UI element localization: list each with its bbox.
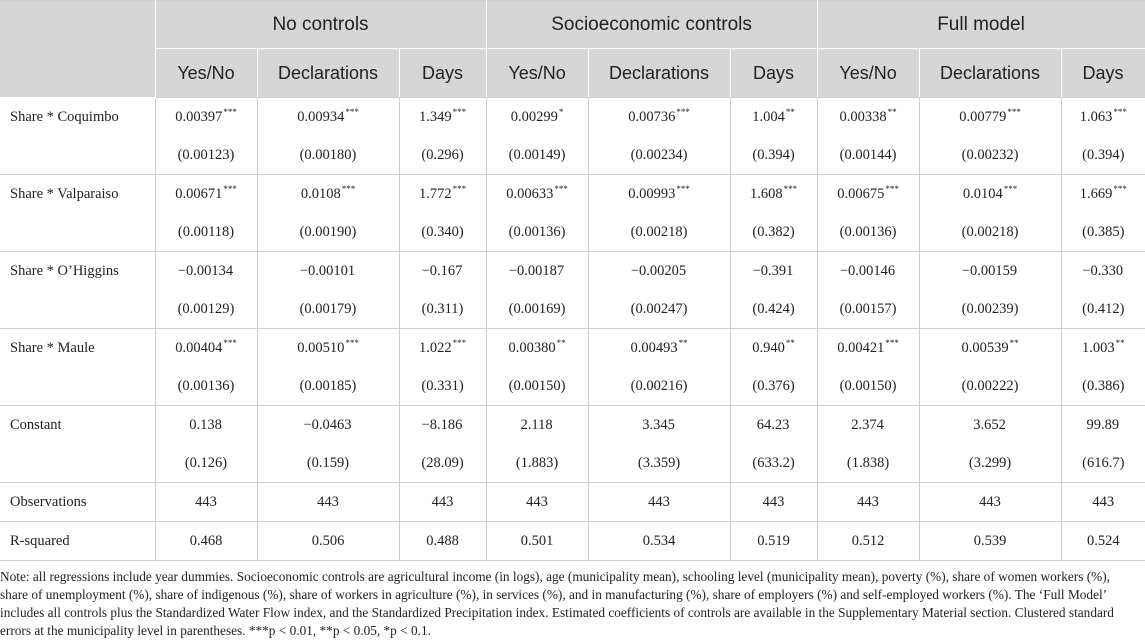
significance-stars: *** — [223, 337, 237, 348]
coefficient-cell — [257, 406, 399, 445]
standard-error-cell: (0.159) — [257, 444, 399, 483]
coefficient-value: −0.00146 — [839, 262, 896, 279]
stat-cell: 443 — [257, 483, 399, 522]
table-row — [0, 329, 1145, 368]
table-row — [0, 252, 1145, 291]
stat-cell: 0.468 — [155, 522, 257, 561]
significance-stars: * — [558, 106, 564, 117]
stat-cell: 443 — [730, 483, 817, 522]
standard-error-cell: (0.00169) — [486, 290, 588, 329]
significance-stars: *** — [676, 183, 690, 194]
stat-cell: 443 — [486, 483, 588, 522]
coefficient-value: 0.00736 — [628, 108, 676, 125]
header-corner — [0, 1, 155, 98]
stat-cell: 443 — [588, 483, 730, 522]
stat-cell: 0.524 — [1061, 522, 1145, 561]
coefficient-cell — [730, 252, 817, 291]
coefficient-cell — [155, 175, 257, 214]
coefficient-cell — [817, 252, 919, 291]
standard-error-cell: (0.00216) — [588, 367, 730, 406]
group-header-full-model: Full model — [817, 1, 1145, 49]
standard-error-cell: (0.00157) — [817, 290, 919, 329]
significance-stars: *** — [223, 106, 237, 117]
column-header: Days — [1061, 49, 1145, 98]
significance-stars: *** — [1113, 183, 1127, 194]
standard-error-cell: (0.296) — [399, 136, 486, 175]
row-label: Constant — [0, 406, 155, 483]
stat-cell: 443 — [399, 483, 486, 522]
coefficient-cell — [730, 329, 817, 368]
significance-stars: *** — [452, 183, 467, 194]
coefficient-cell — [155, 98, 257, 137]
standard-error-cell: (0.126) — [155, 444, 257, 483]
column-header: Declarations — [588, 49, 730, 98]
coefficient-cell — [155, 252, 257, 291]
coefficient-value: 2.118 — [520, 416, 553, 433]
stat-cell: 443 — [919, 483, 1061, 522]
coefficient-value: 0.00779 — [959, 108, 1007, 125]
coefficient-value: 0.00421 — [837, 339, 885, 356]
row-label: Share * Maule — [0, 329, 155, 406]
significance-stars: ** — [785, 337, 795, 348]
standard-error-cell: (28.09) — [399, 444, 486, 483]
standard-error-cell: (0.00239) — [919, 290, 1061, 329]
significance-stars: *** — [1007, 106, 1021, 117]
standard-error-cell: (3.299) — [919, 444, 1061, 483]
coefficient-cell — [1061, 406, 1145, 445]
standard-error-cell: (1.838) — [817, 444, 919, 483]
coefficient-cell — [257, 252, 399, 291]
coefficient-cell — [919, 252, 1061, 291]
coefficient-cell — [399, 175, 486, 214]
significance-stars: *** — [885, 183, 899, 194]
coefficient-value: 0.00510 — [297, 339, 345, 356]
coefficient-cell — [919, 175, 1061, 214]
standard-error-cell: (0.385) — [1061, 213, 1145, 252]
row-label: Observations — [0, 483, 155, 522]
significance-stars: *** — [783, 183, 798, 194]
standard-error-cell: (0.00179) — [257, 290, 399, 329]
coefficient-cell — [486, 252, 588, 291]
standard-error-cell: (0.00180) — [257, 136, 399, 175]
standard-error-cell: (0.386) — [1061, 367, 1145, 406]
stat-cell: 0.539 — [919, 522, 1061, 561]
coefficient-cell — [817, 406, 919, 445]
coefficient-cell — [399, 406, 486, 445]
coefficient-value: 0.00493 — [630, 339, 678, 356]
coefficient-value: 2.374 — [851, 416, 884, 433]
standard-error-cell: (0.00190) — [257, 213, 399, 252]
standard-error-cell: (0.00136) — [486, 213, 588, 252]
standard-error-cell: (0.00247) — [588, 290, 730, 329]
stat-cell: 443 — [1061, 483, 1145, 522]
standard-error-cell: (0.376) — [730, 367, 817, 406]
coefficient-cell — [588, 406, 730, 445]
column-header: Declarations — [919, 49, 1061, 98]
coefficient-cell — [1061, 252, 1145, 291]
coefficient-cell — [486, 406, 588, 445]
significance-stars: ** — [785, 106, 795, 117]
coefficient-cell — [730, 98, 817, 137]
standard-error-cell: (0.311) — [399, 290, 486, 329]
r-squared-row — [0, 522, 1145, 561]
table-row — [0, 136, 1145, 175]
coefficient-value: −0.00205 — [630, 262, 687, 279]
table-row — [0, 444, 1145, 483]
standard-error-cell: (633.2) — [730, 444, 817, 483]
stat-cell: 0.506 — [257, 522, 399, 561]
group-header-socioeconomic-controls: Socioeconomic controls — [486, 1, 817, 49]
stat-cell: 0.534 — [588, 522, 730, 561]
coefficient-value: 0.00633 — [506, 185, 554, 202]
stat-cell: 0.512 — [817, 522, 919, 561]
coefficient-value: 0.00675 — [837, 185, 885, 202]
standard-error-cell: (0.412) — [1061, 290, 1145, 329]
standard-error-cell: (0.00232) — [919, 136, 1061, 175]
stat-cell: 0.501 — [486, 522, 588, 561]
standard-error-cell: (0.340) — [399, 213, 486, 252]
standard-error-cell: (0.00136) — [155, 367, 257, 406]
significance-stars: *** — [341, 183, 356, 194]
standard-error-cell: (0.394) — [1061, 136, 1145, 175]
coefficient-cell — [399, 329, 486, 368]
table-row — [0, 175, 1145, 214]
standard-error-cell: (3.359) — [588, 444, 730, 483]
table-row — [0, 406, 1145, 445]
standard-error-cell: (0.394) — [730, 136, 817, 175]
row-label: R-squared — [0, 522, 155, 561]
coefficient-value: −0.00159 — [961, 262, 1018, 279]
column-header: Yes/No — [155, 49, 257, 98]
standard-error-cell: (0.00123) — [155, 136, 257, 175]
table-note: Note: all regressions include year dummies. Socioeconomic controls are agricultural income (in logs), age (municipality mean), schooling level (municipality mean), poverty (%), share of women workers (%), share of unemployment (%), share of indigenous (%), share of workers in agriculture (%), in services (%), and in manufacturing (%), share of employers (%) and self-employed workers (%). The ‘Full Model’ includes all controls plus the Standardized Water Flow index, and the Standardized Precipitation index. Estimated coefficients of controls are available in the Supplementary Material section. Clustered standard errors at the municipality level in parentheses. ***p < 0.01, **p < 0.05, *p < 0.1. — [0, 569, 1114, 638]
coefficient-cell — [730, 406, 817, 445]
coefficient-value: 0.00299 — [510, 108, 558, 125]
coefficient-cell — [730, 175, 817, 214]
coefficient-value: 0.00671 — [175, 185, 223, 202]
coefficient-cell — [155, 406, 257, 445]
stat-cell: 0.488 — [399, 522, 486, 561]
significance-stars: *** — [676, 106, 690, 117]
coefficient-value: 0.00404 — [175, 339, 223, 356]
coefficient-value: 1.004 — [752, 108, 785, 125]
standard-error-cell: (0.382) — [730, 213, 817, 252]
coefficient-value: 0.00380 — [508, 339, 556, 356]
coefficient-cell — [257, 175, 399, 214]
coefficient-cell — [588, 329, 730, 368]
standard-error-cell: (0.00118) — [155, 213, 257, 252]
coefficient-value: 0.00934 — [297, 108, 345, 125]
coefficient-value: 1.669 — [1079, 185, 1113, 202]
table-row — [0, 367, 1145, 406]
coefficient-value: 0.0104 — [962, 185, 1003, 202]
coefficient-cell — [919, 98, 1061, 137]
significance-stars: ** — [1009, 337, 1019, 348]
column-header: Days — [730, 49, 817, 98]
significance-stars: ** — [887, 106, 897, 117]
table-row — [0, 290, 1145, 329]
column-header: Yes/No — [817, 49, 919, 98]
significance-stars: ** — [556, 337, 566, 348]
standard-error-cell: (0.00222) — [919, 367, 1061, 406]
stat-cell: 443 — [817, 483, 919, 522]
coefficient-cell — [817, 175, 919, 214]
coefficient-cell — [486, 329, 588, 368]
coefficient-cell — [588, 98, 730, 137]
column-header: Days — [399, 49, 486, 98]
significance-stars: *** — [345, 337, 359, 348]
significance-stars: *** — [223, 183, 237, 194]
significance-stars: *** — [452, 337, 467, 348]
coefficient-value: 0.00397 — [175, 108, 223, 125]
significance-stars: ** — [678, 337, 688, 348]
coefficient-value: 1.608 — [749, 185, 783, 202]
coefficient-value: 0.940 — [752, 339, 785, 356]
coefficient-cell — [1061, 329, 1145, 368]
coefficient-value: 3.345 — [642, 416, 675, 433]
row-label: Share * Valparaiso — [0, 175, 155, 252]
table-row — [0, 213, 1145, 252]
coefficient-value: 1.063 — [1079, 108, 1113, 125]
coefficient-value: −0.330 — [1082, 262, 1124, 279]
observations-row — [0, 483, 1145, 522]
column-header: Yes/No — [486, 49, 588, 98]
coefficient-cell — [399, 98, 486, 137]
coefficient-cell — [486, 175, 588, 214]
coefficient-cell — [588, 175, 730, 214]
significance-stars: *** — [1113, 106, 1127, 117]
standard-error-cell: (0.00129) — [155, 290, 257, 329]
coefficient-value: 99.89 — [1086, 416, 1120, 433]
coefficient-value: 1.022 — [418, 339, 452, 356]
coefficient-value: 1.772 — [418, 185, 452, 202]
coefficient-cell — [1061, 98, 1145, 137]
coefficient-cell — [399, 252, 486, 291]
standard-error-cell: (0.00150) — [817, 367, 919, 406]
significance-stars: *** — [885, 337, 899, 348]
significance-stars: *** — [452, 106, 467, 117]
standard-error-cell: (0.00149) — [486, 136, 588, 175]
coefficient-value: 0.00338 — [839, 108, 887, 125]
standard-error-cell: (0.00185) — [257, 367, 399, 406]
coefficient-cell — [919, 329, 1061, 368]
coefficient-cell — [817, 98, 919, 137]
coefficient-value: 0.00539 — [961, 339, 1009, 356]
coefficient-cell — [257, 329, 399, 368]
coefficient-cell — [155, 329, 257, 368]
coefficient-cell — [486, 98, 588, 137]
row-label: Share * Coquimbo — [0, 98, 155, 175]
coefficient-value: −0.0463 — [303, 416, 352, 433]
coefficient-value: −0.391 — [752, 262, 794, 279]
row-label: Share * O’Higgins — [0, 252, 155, 329]
significance-stars: ** — [1115, 337, 1125, 348]
coefficient-value: 64.23 — [756, 416, 790, 433]
coefficient-value: 0.00993 — [628, 185, 676, 202]
coefficient-value: −0.00134 — [177, 262, 234, 279]
coefficient-value: 1.349 — [418, 108, 452, 125]
standard-error-cell: (0.00218) — [588, 213, 730, 252]
significance-stars: *** — [345, 106, 359, 117]
standard-error-cell: (0.424) — [730, 290, 817, 329]
standard-error-cell: (0.00218) — [919, 213, 1061, 252]
stat-cell: 443 — [155, 483, 257, 522]
coefficient-value: 3.652 — [973, 416, 1006, 433]
stat-cell: 0.519 — [730, 522, 817, 561]
standard-error-cell: (1.883) — [486, 444, 588, 483]
significance-stars: *** — [554, 183, 568, 194]
standard-error-cell: (0.00136) — [817, 213, 919, 252]
coefficient-cell — [1061, 175, 1145, 214]
coefficient-value: 1.003 — [1081, 339, 1115, 356]
table-row — [0, 98, 1145, 137]
standard-error-cell: (0.00144) — [817, 136, 919, 175]
coefficient-value: −0.00187 — [508, 262, 565, 279]
coefficient-value: −0.00101 — [299, 262, 356, 279]
coefficient-cell — [257, 98, 399, 137]
coefficient-value: −8.186 — [421, 416, 463, 433]
standard-error-cell: (616.7) — [1061, 444, 1145, 483]
coefficient-value: −0.167 — [421, 262, 463, 279]
coefficient-cell — [919, 406, 1061, 445]
standard-error-cell: (0.00234) — [588, 136, 730, 175]
standard-error-cell: (0.00150) — [486, 367, 588, 406]
coefficient-value: 0.138 — [189, 416, 222, 433]
group-header-no-controls: No controls — [155, 1, 486, 49]
standard-error-cell: (0.331) — [399, 367, 486, 406]
coefficient-cell — [817, 329, 919, 368]
coefficient-cell — [588, 252, 730, 291]
column-header: Declarations — [257, 49, 399, 98]
coefficient-value: 0.0108 — [300, 185, 341, 202]
significance-stars: *** — [1003, 183, 1018, 194]
